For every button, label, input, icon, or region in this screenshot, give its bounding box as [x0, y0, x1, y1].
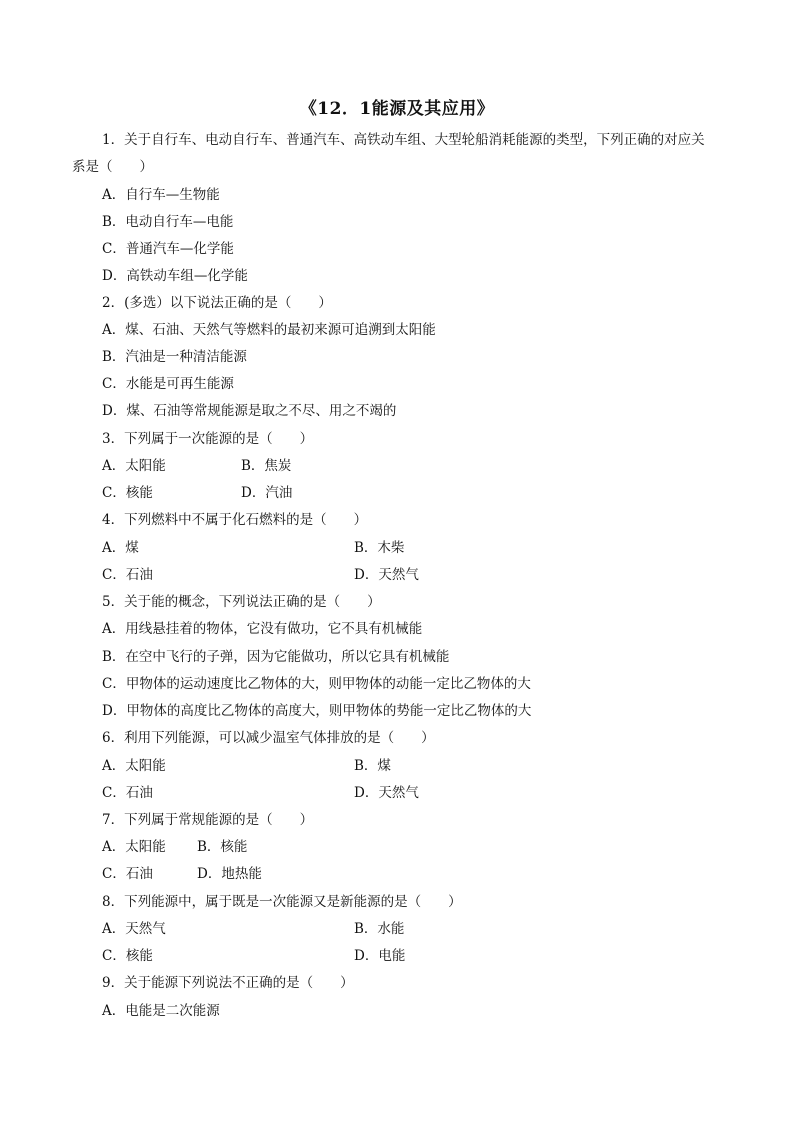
question-1-stem: 1．关于自行车、电动自行车、普通汽车、高铁动车组、大型轮船消耗能源的类型，下列正确的对应关	[102, 132, 705, 148]
question-3-option-c: C．核能	[102, 485, 153, 501]
question-9-option-a: A．电能是二次能源	[102, 1003, 220, 1019]
question-1-option-c: C．普通汽车—化学能	[102, 241, 234, 257]
question-5-stem: 5．关于能的概念，下列说法正确的是（ ）	[102, 594, 381, 610]
question-1-option-b: B．电动自行车—电能	[102, 214, 234, 230]
question-8-option-d: D．电能	[354, 948, 406, 964]
question-8-option-a: A．天然气	[102, 921, 166, 937]
question-4-option-a: A．煤	[102, 540, 139, 556]
question-4-option-c: C．石油	[102, 567, 153, 583]
question-9-stem: 9．关于能源下列说法不正确的是（ ）	[102, 975, 354, 991]
page-title: 《12．1能源及其应用》	[299, 99, 495, 119]
question-6-option-d: D．天然气	[354, 785, 419, 801]
question-5-option-a: A．用线悬挂着的物体，它没有做功，它不具有机械能	[102, 621, 423, 637]
question-5-option-b: B．在空中飞行的子弹，因为它能做功，所以它具有机械能	[102, 649, 450, 665]
question-6-option-c: C．石油	[102, 785, 153, 801]
question-1-option-a: A．自行车—生物能	[102, 187, 220, 203]
question-2-option-d: D．煤、石油等常规能源是取之不尽、用之不竭的	[102, 403, 397, 419]
question-3-option-d: D．汽油	[241, 485, 293, 501]
question-2-option-a: A．煤、石油、天然气等燃料的最初来源可追溯到太阳能	[102, 322, 436, 338]
question-5-option-c: C．甲物体的运动速度比乙物体的大，则甲物体的动能一定比乙物体的大	[102, 676, 531, 692]
question-3-option-a: A．太阳能	[102, 458, 166, 474]
question-7-option-b: B．核能	[197, 839, 248, 855]
question-1-option-d: D．高铁动车组—化学能	[102, 268, 248, 284]
question-6-stem: 6．利用下列能源，可以减少温室气体排放的是（ ）	[102, 730, 435, 746]
question-4-option-d: D．天然气	[354, 567, 419, 583]
question-6-option-a: A．太阳能	[102, 758, 166, 774]
question-3-option-b: B．焦炭	[241, 458, 292, 474]
question-7-option-c: C．石油	[102, 866, 153, 882]
question-5-option-d: D．甲物体的高度比乙物体的高度大，则甲物体的势能一定比乙物体的大	[102, 703, 532, 719]
question-6-option-b: B．煤	[354, 758, 391, 774]
question-7-option-a: A．太阳能	[102, 839, 166, 855]
question-7-stem: 7．下列属于常规能源的是（ ）	[102, 812, 314, 828]
question-7-option-d: D．地热能	[197, 866, 262, 882]
question-4-stem: 4．下列燃料中不属于化石燃料的是（ ）	[102, 512, 368, 528]
question-8-stem: 8．下列能源中，属于既是一次能源又是新能源的是（ ）	[102, 894, 462, 910]
question-8-option-c: C．核能	[102, 948, 153, 964]
question-1-stem-continuation: 系是（ ）	[72, 159, 153, 175]
question-2-stem: 2．(多选）以下说法正确的是（ ）	[102, 295, 332, 311]
question-2-option-c: C．水能是可再生能源	[102, 376, 234, 392]
question-8-option-b: B．水能	[354, 921, 405, 937]
question-4-option-b: B．木柴	[354, 540, 405, 556]
question-3-stem: 3．下列属于一次能源的是（ ）	[102, 431, 314, 447]
question-2-option-b: B．汽油是一种清洁能源	[102, 349, 247, 365]
